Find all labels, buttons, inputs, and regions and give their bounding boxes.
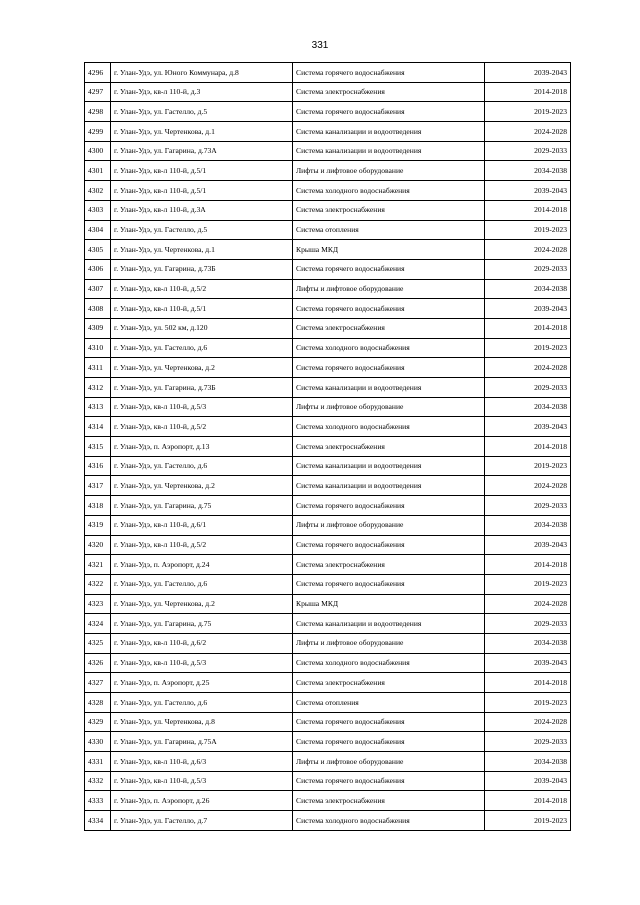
row-number: 4297 (85, 82, 111, 102)
system-cell: Система горячего водоснабжения (293, 771, 485, 791)
row-number: 4319 (85, 515, 111, 535)
period-cell: 2014-2018 (485, 791, 571, 811)
system-cell: Система канализации и водоотведения (293, 378, 485, 398)
period-cell: 2024-2028 (485, 122, 571, 142)
table-row (85, 378, 571, 398)
system-cell: Система электроснабжения (293, 791, 485, 811)
row-number: 4331 (85, 752, 111, 772)
row-number: 4315 (85, 437, 111, 457)
address-cell: г. Улан-Удэ, ул. Гагарина, д.73А (111, 141, 293, 161)
address-cell: г. Улан-Удэ, ул. Чертенкова, д.8 (111, 712, 293, 732)
table-row (85, 476, 571, 496)
table-row (85, 338, 571, 358)
system-cell: Крыша МКД (293, 594, 485, 614)
period-cell: 2024-2028 (485, 476, 571, 496)
period-cell: 2029-2033 (485, 496, 571, 516)
period-cell: 2014-2018 (485, 437, 571, 457)
table-row (85, 555, 571, 575)
system-cell: Система электроснабжения (293, 82, 485, 102)
address-cell: г. Улан-Удэ, кв-л 110-й, д.5/1 (111, 161, 293, 181)
table-row (85, 633, 571, 653)
system-cell: Система электроснабжения (293, 200, 485, 220)
system-cell: Система горячего водоснабжения (293, 496, 485, 516)
period-cell: 2039-2043 (485, 653, 571, 673)
row-number: 4322 (85, 574, 111, 594)
period-cell: 2034-2038 (485, 633, 571, 653)
system-cell: Система горячего водоснабжения (293, 732, 485, 752)
address-cell: г. Улан-Удэ, кв-л 110-й, д.6/1 (111, 515, 293, 535)
system-cell: Система канализации и водоотведения (293, 122, 485, 142)
system-cell: Система электроснабжения (293, 673, 485, 693)
row-number: 4304 (85, 220, 111, 240)
period-cell: 2029-2033 (485, 732, 571, 752)
address-cell: г. Улан-Удэ, кв-л 110-й, д.5/2 (111, 535, 293, 555)
table-row (85, 515, 571, 535)
address-cell: г. Улан-Удэ, п. Аэропорт, д.24 (111, 555, 293, 575)
system-cell: Система холодного водоснабжения (293, 181, 485, 201)
period-cell: 2024-2028 (485, 594, 571, 614)
period-cell: 2014-2018 (485, 82, 571, 102)
address-cell: г. Улан-Удэ, кв-л 110-й, д.6/2 (111, 633, 293, 653)
period-cell: 2019-2023 (485, 220, 571, 240)
system-cell: Система горячего водоснабжения (293, 259, 485, 279)
row-number: 4301 (85, 161, 111, 181)
table-row (85, 437, 571, 457)
row-number: 4306 (85, 259, 111, 279)
row-number: 4333 (85, 791, 111, 811)
row-number: 4310 (85, 338, 111, 358)
system-cell: Система отопления (293, 220, 485, 240)
table-row (85, 141, 571, 161)
period-cell: 2019-2023 (485, 102, 571, 122)
table-row (85, 732, 571, 752)
address-cell: г. Улан-Удэ, ул. Гагарина, д.75 (111, 496, 293, 516)
row-number: 4298 (85, 102, 111, 122)
table-row (85, 63, 571, 83)
table-row (85, 181, 571, 201)
system-cell: Лифты и лифтовое оборудование (293, 515, 485, 535)
row-number: 4323 (85, 594, 111, 614)
row-number: 4328 (85, 693, 111, 713)
address-cell: г. Улан-Удэ, кв-л 110-й, д.5/1 (111, 181, 293, 201)
system-cell: Система холодного водоснабжения (293, 417, 485, 437)
system-cell: Система канализации и водоотведения (293, 141, 485, 161)
page-number: 331 (311, 40, 329, 51)
table-row (85, 299, 571, 319)
row-number: 4326 (85, 653, 111, 673)
table-row (85, 673, 571, 693)
system-cell: Система электроснабжения (293, 555, 485, 575)
table-body (85, 63, 571, 831)
period-cell: 2014-2018 (485, 318, 571, 338)
table-row (85, 122, 571, 142)
table-row (85, 220, 571, 240)
system-cell: Система электроснабжения (293, 437, 485, 457)
row-number: 4332 (85, 771, 111, 791)
period-cell: 2029-2033 (485, 141, 571, 161)
address-cell: г. Улан-Удэ, кв-л 110-й, д.5/3 (111, 771, 293, 791)
row-number: 4299 (85, 122, 111, 142)
table-row (85, 279, 571, 299)
system-cell: Система канализации и водоотведения (293, 476, 485, 496)
address-cell: г. Улан-Удэ, кв-л 110-й, д.3А (111, 200, 293, 220)
period-cell: 2019-2023 (485, 338, 571, 358)
period-cell: 2019-2023 (485, 574, 571, 594)
period-cell: 2039-2043 (485, 63, 571, 83)
table-row (85, 752, 571, 772)
address-cell: г. Улан-Удэ, ул. Гагарина, д.75А (111, 732, 293, 752)
table-row (85, 240, 571, 260)
table-row (85, 653, 571, 673)
address-cell: г. Улан-Удэ, кв-л 110-й, д.6/3 (111, 752, 293, 772)
address-cell: г. Улан-Удэ, ул. Чертенкова, д.1 (111, 240, 293, 260)
system-cell: Крыша МКД (293, 240, 485, 260)
row-number: 4329 (85, 712, 111, 732)
address-cell: г. Улан-Удэ, кв-л 110-й, д.5/3 (111, 397, 293, 417)
row-number: 4330 (85, 732, 111, 752)
address-cell: г. Улан-Удэ, п. Аэропорт, д.13 (111, 437, 293, 457)
address-cell: г. Улан-Удэ, ул. Гастелло, д.6 (111, 693, 293, 713)
table-row (85, 791, 571, 811)
row-number: 4317 (85, 476, 111, 496)
period-cell: 2024-2028 (485, 358, 571, 378)
period-cell: 2039-2043 (485, 299, 571, 319)
row-number: 4311 (85, 358, 111, 378)
period-cell: 2034-2038 (485, 279, 571, 299)
system-cell: Лифты и лифтовое оборудование (293, 752, 485, 772)
table-row (85, 594, 571, 614)
period-cell: 2039-2043 (485, 417, 571, 437)
system-cell: Система отопления (293, 693, 485, 713)
address-cell: г. Улан-Удэ, кв-л 110-й, д.5/2 (111, 417, 293, 437)
row-number: 4305 (85, 240, 111, 260)
table-row (85, 397, 571, 417)
row-number: 4316 (85, 456, 111, 476)
period-cell: 2014-2018 (485, 200, 571, 220)
table-row (85, 574, 571, 594)
address-cell: г. Улан-Удэ, ул. Гастелло, д.5 (111, 102, 293, 122)
table-row (85, 200, 571, 220)
period-cell: 2019-2023 (485, 811, 571, 831)
row-number: 4308 (85, 299, 111, 319)
address-cell: г. Улан-Удэ, ул. Гастелло, д.6 (111, 574, 293, 594)
system-cell: Система горячего водоснабжения (293, 102, 485, 122)
system-cell: Система горячего водоснабжения (293, 299, 485, 319)
table-row (85, 693, 571, 713)
row-number: 4309 (85, 318, 111, 338)
address-cell: г. Улан-Удэ, ул. Чертенкова, д.1 (111, 122, 293, 142)
row-number: 4325 (85, 633, 111, 653)
row-number: 4321 (85, 555, 111, 575)
address-cell: г. Улан-Удэ, ул. Гастелло, д.7 (111, 811, 293, 831)
system-cell: Система горячего водоснабжения (293, 358, 485, 378)
period-cell: 2019-2023 (485, 456, 571, 476)
row-number: 4327 (85, 673, 111, 693)
system-cell: Система горячего водоснабжения (293, 535, 485, 555)
address-cell: г. Улан-Удэ, ул. Гастелло, д.6 (111, 338, 293, 358)
period-cell: 2019-2023 (485, 693, 571, 713)
row-number: 4303 (85, 200, 111, 220)
row-number: 4320 (85, 535, 111, 555)
system-cell: Система электроснабжения (293, 318, 485, 338)
system-cell: Система горячего водоснабжения (293, 63, 485, 83)
period-cell: 2014-2018 (485, 673, 571, 693)
period-cell: 2034-2038 (485, 161, 571, 181)
period-cell: 2024-2028 (485, 712, 571, 732)
system-cell: Лифты и лифтовое оборудование (293, 279, 485, 299)
table-row (85, 161, 571, 181)
period-cell: 2014-2018 (485, 555, 571, 575)
address-cell: г. Улан-Удэ, ул. Чертенкова, д.2 (111, 594, 293, 614)
address-cell: г. Улан-Удэ, ул. Чертенкова, д.2 (111, 358, 293, 378)
repair-schedule-table (84, 62, 571, 831)
address-cell: г. Улан-Удэ, ул. Гастелло, д.6 (111, 456, 293, 476)
system-cell: Система горячего водоснабжения (293, 574, 485, 594)
row-number: 4313 (85, 397, 111, 417)
period-cell: 2029-2033 (485, 378, 571, 398)
table-row (85, 811, 571, 831)
table-row (85, 102, 571, 122)
address-cell: г. Улан-Удэ, кв-л 110-й, д.5/2 (111, 279, 293, 299)
period-cell: 2039-2043 (485, 535, 571, 555)
period-cell: 2024-2028 (485, 240, 571, 260)
address-cell: г. Улан-Удэ, кв-л 110-й, д.5/3 (111, 653, 293, 673)
row-number: 4296 (85, 63, 111, 83)
system-cell: Система канализации и водоотведения (293, 614, 485, 634)
period-cell: 2034-2038 (485, 515, 571, 535)
system-cell: Лифты и лифтовое оборудование (293, 161, 485, 181)
period-cell: 2034-2038 (485, 752, 571, 772)
system-cell: Система холодного водоснабжения (293, 811, 485, 831)
address-cell: г. Улан-Удэ, ул. Гагарина, д.75 (111, 614, 293, 634)
period-cell: 2034-2038 (485, 397, 571, 417)
row-number: 4307 (85, 279, 111, 299)
address-cell: г. Улан-Удэ, ул. Гагарина, д.73Б (111, 259, 293, 279)
period-cell: 2039-2043 (485, 771, 571, 791)
row-number: 4314 (85, 417, 111, 437)
table-row (85, 417, 571, 437)
address-cell: г. Улан-Удэ, кв-л 110-й, д.3 (111, 82, 293, 102)
address-cell: г. Улан-Удэ, ул. Чертенкова, д.2 (111, 476, 293, 496)
row-number: 4300 (85, 141, 111, 161)
address-cell: г. Улан-Удэ, ул. Гастелло, д.5 (111, 220, 293, 240)
address-cell: г. Улан-Удэ, кв-л 110-й, д.5/1 (111, 299, 293, 319)
address-cell: г. Улан-Удэ, п. Аэропорт, д.25 (111, 673, 293, 693)
row-number: 4318 (85, 496, 111, 516)
system-cell: Лифты и лифтовое оборудование (293, 633, 485, 653)
address-cell: г. Улан-Удэ, п. Аэропорт, д.26 (111, 791, 293, 811)
table-row (85, 496, 571, 516)
row-number: 4302 (85, 181, 111, 201)
address-cell: г. Улан-Удэ, ул. 502 км, д.120 (111, 318, 293, 338)
table-row (85, 259, 571, 279)
system-cell: Лифты и лифтовое оборудование (293, 397, 485, 417)
period-cell: 2039-2043 (485, 181, 571, 201)
table-row (85, 358, 571, 378)
table-row (85, 318, 571, 338)
system-cell: Система горячего водоснабжения (293, 712, 485, 732)
table-row (85, 535, 571, 555)
period-cell: 2029-2033 (485, 614, 571, 634)
address-cell: г. Улан-Удэ, ул. Гагарина, д.73Б (111, 378, 293, 398)
row-number: 4312 (85, 378, 111, 398)
row-number: 4324 (85, 614, 111, 634)
table-row (85, 456, 571, 476)
system-cell: Система холодного водоснабжения (293, 338, 485, 358)
table-row (85, 614, 571, 634)
period-cell: 2029-2033 (485, 259, 571, 279)
table-row (85, 82, 571, 102)
system-cell: Система канализации и водоотведения (293, 456, 485, 476)
system-cell: Система холодного водоснабжения (293, 653, 485, 673)
address-cell: г. Улан-Удэ, ул. Юного Коммунара, д.8 (111, 63, 293, 83)
table-row (85, 712, 571, 732)
table-row (85, 771, 571, 791)
row-number: 4334 (85, 811, 111, 831)
